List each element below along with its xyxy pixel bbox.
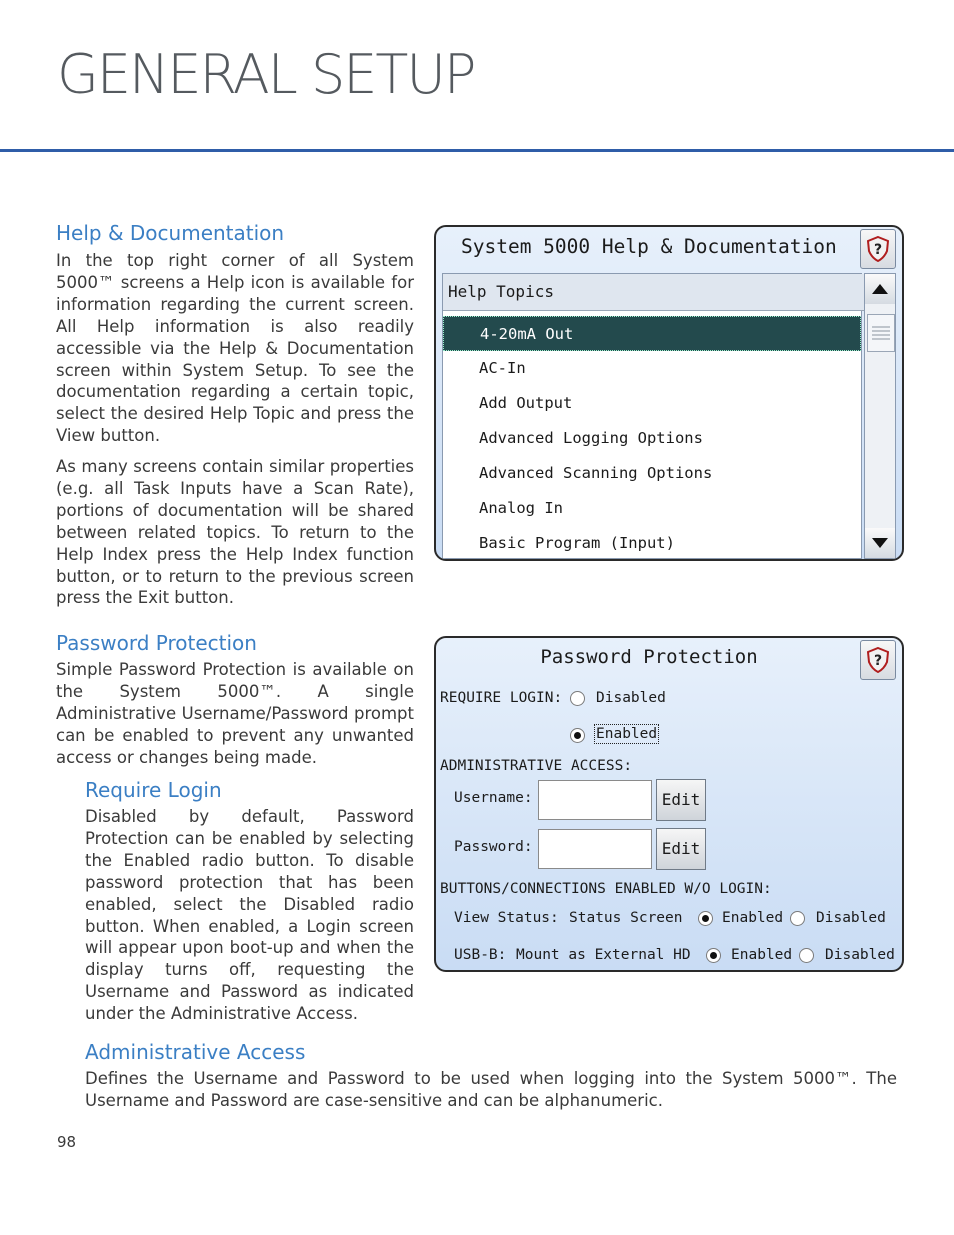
scroll-down-button[interactable] [865,528,895,558]
admin-access-heading: Administrative Access [85,1040,306,1064]
password-protection-screen [434,636,904,972]
password-field[interactable] [538,829,652,869]
username-label: Username: [454,790,533,806]
help-paragraph-1: In the top right corner of all System 5000™ screens a Help icon is available for information regarding the current screen. All Help information is also readily accessible via the Help & Documentation screen within System Setup. To see the documentation regarding a certain topic, select the desired Help Topic and press the View button. [56,251,414,446]
edit-username-button[interactable]: Edit [656,779,706,821]
usb-disabled-label: Disabled [825,947,895,963]
require-login-disabled-radio[interactable] [570,691,585,706]
admin-access-label: ADMINISTRATIVE ACCESS: [440,758,633,774]
usb-enabled-label: Enabled [731,947,793,963]
scroll-up-button[interactable] [865,274,895,304]
help-shield-icon [867,647,889,673]
password-paragraph: Simple Password Protection is available on the System 5000™. A single Administrative Username/Password prompt can be enabled to prevent any unwanted access or changes being made. [56,660,414,767]
svg-text:?: ? [873,653,883,669]
buttons-connections-label: BUTTONS/CONNECTIONS ENABLED W/O LOGIN: [440,881,772,897]
page-title: GENERAL SETUP [57,43,475,106]
view-status-enabled-label: Enabled [722,910,784,926]
help-heading: Help & Documentation [56,221,285,245]
view-status-disabled-radio[interactable] [790,911,805,926]
title-divider [0,149,954,152]
help-button[interactable] [860,229,896,269]
list-item[interactable]: Analog In [479,499,563,517]
require-login-heading: Require Login [85,778,222,802]
help-shield-icon [867,236,889,262]
password-heading: Password Protection [56,631,257,655]
list-item[interactable]: Advanced Logging Options [479,429,703,447]
usb-disabled-radio[interactable] [799,948,814,963]
list-item[interactable]: AC-In [479,359,526,377]
view-status-disabled-label: Disabled [816,910,886,926]
admin-access-paragraph: Defines the Username and Password to be used when logging into the System 5000™. The Username and Password are case-sensitive and can be alphanumeric. [85,1069,897,1110]
scroll-thumb[interactable] [867,314,895,352]
edit-password-button[interactable]: Edit [656,828,706,870]
list-item[interactable]: Add Output [479,394,573,412]
help-paragraph-2: As many screens contain similar properties (e.g. all Task Inputs have a Scan Rate), portions of documentation will be shared between related topics. To return to the Help Index press the Help Index function button, or to return to the previous screen press the Exit button. [56,457,414,608]
mount-external-hd-label: Mount as External HD [516,947,691,963]
svg-text:?: ? [873,242,883,258]
help-topics-list[interactable] [442,273,862,559]
arrow-down-icon [872,538,888,548]
list-item[interactable]: Basic Program (Input) [479,534,675,552]
username-field[interactable] [538,780,652,820]
require-login-label: REQUIRE LOGIN: [440,690,563,706]
arrow-up-icon [872,284,888,294]
usb-label: USB-B: [454,947,507,963]
status-screen-label: Status Screen [569,910,683,926]
help-topics-header: Help Topics [443,274,864,311]
help-documentation-screen [434,225,904,561]
password-screen-title: Password Protection [540,646,758,668]
grip-lines-icon [868,315,894,351]
help-button[interactable] [860,640,896,680]
usb-enabled-radio[interactable] [706,948,721,963]
require-login-disabled-label: Disabled [596,690,666,706]
password-label: Password: [454,839,533,855]
list-item[interactable]: 4-20mA Out [443,316,861,351]
require-login-enabled-radio[interactable] [570,728,585,743]
view-status-enabled-radio[interactable] [698,911,713,926]
require-login-paragraph: Disabled by default, Password Protection can be enabled by selecting the Enabled radio button. To disable password protection that has been enabled, select the Disabled radio button. When enabled, a Login screen will appear upon boot-up and when the display turns off, requesting the Username and Password as indicated under the Administrative Access. [85,807,414,1024]
list-item[interactable]: Advanced Scanning Options [479,464,713,482]
page-number: 98 [57,1133,77,1151]
view-status-label: View Status: [454,910,559,926]
require-login-enabled-label: Enabled [596,726,658,742]
help-topics-scrollbar[interactable] [864,273,896,559]
help-screen-title: System 5000 Help & Documentation [461,235,837,258]
